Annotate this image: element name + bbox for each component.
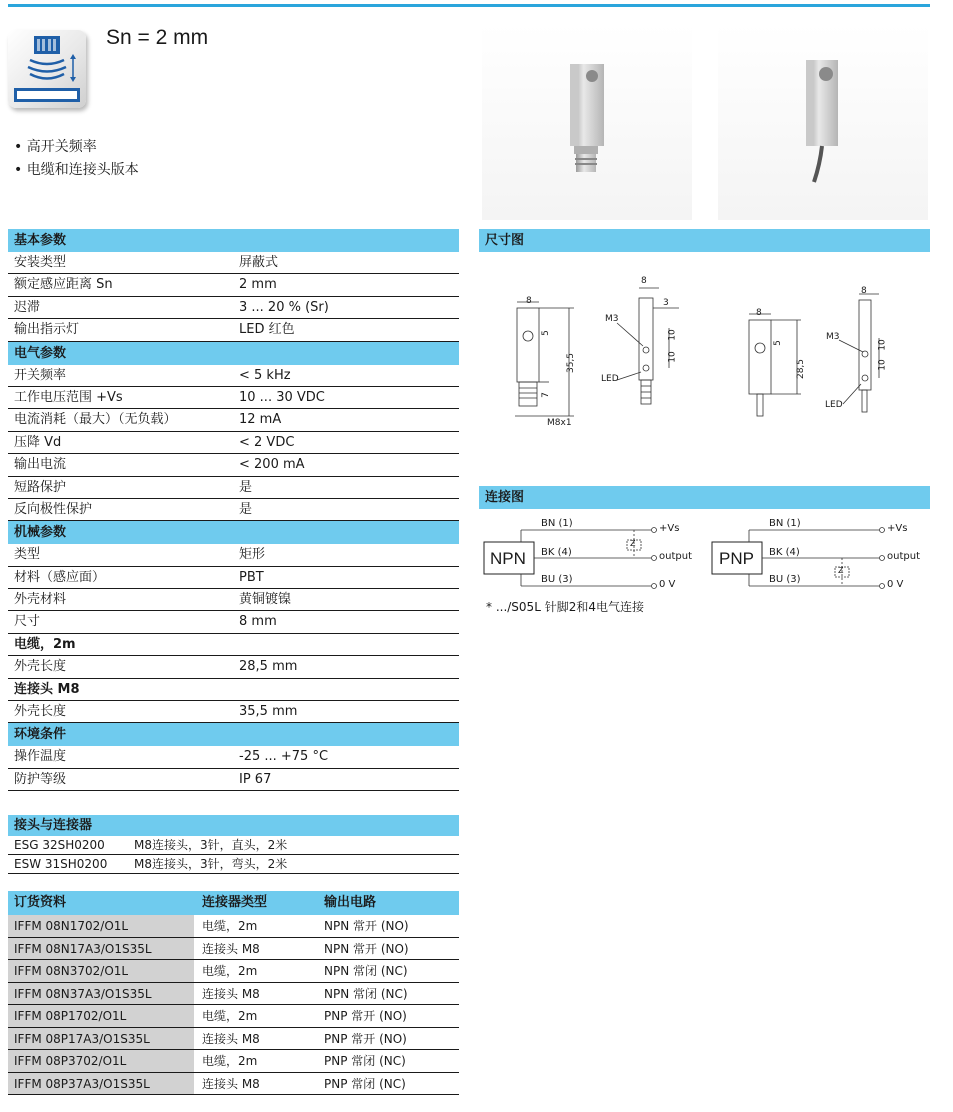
spec-value: 12 mA <box>239 412 282 428</box>
output-circuit: NPN 常开 (NO) <box>324 941 409 956</box>
dim-label-10a: 10 <box>667 329 678 341</box>
wire-bn-label: BN (1) <box>541 518 573 529</box>
order-code: IFFM 08N17A3/O1S35L <box>8 938 194 960</box>
spec-value: 是 <box>239 501 253 517</box>
spec-key: 电流消耗（最大）（无负载） <box>14 412 177 428</box>
spec-value: M8连接头，3针，直头，2米 <box>134 838 288 852</box>
connector-type: 电缆，2m <box>202 1054 258 1068</box>
dim-label-7: 7 <box>540 392 551 398</box>
wiring-diagram <box>479 514 939 594</box>
dim-label-35: 35,5 <box>566 352 577 374</box>
order-code: IFFM 08P1702/O1L <box>8 1005 194 1027</box>
order-code: IFFM 08N1702/O1L <box>8 915 194 937</box>
feature-item: • 高开关频率 <box>14 136 139 159</box>
spec-key: 开关频率 <box>14 367 67 383</box>
sensing-distance-title: Sn = 2 mm <box>106 26 209 49</box>
wire-bk-label: BK (4) <box>541 547 572 558</box>
table-row <box>8 1073 459 1096</box>
table-row <box>8 567 459 589</box>
dim-label-10b: 10 <box>877 359 888 371</box>
spec-key: 操作温度 <box>14 749 67 765</box>
spec-value: PBT <box>239 569 264 585</box>
spec-table <box>8 229 459 791</box>
table-row <box>8 274 459 296</box>
spec-value: 8 mm <box>239 614 277 630</box>
dim-label-28: 28,5 <box>796 358 807 380</box>
table-row <box>8 477 459 499</box>
load-z-label: Z <box>630 539 636 548</box>
terminal-zero: 0 V <box>659 579 676 590</box>
spec-key: 短路保护 <box>14 479 67 495</box>
dim-label-width: 8 <box>861 286 867 296</box>
spec-key: 材料（感应面） <box>14 569 106 585</box>
ordering-header <box>8 891 459 915</box>
dim-label-led: LED <box>825 400 843 410</box>
spec-key: 压降 Vd <box>14 434 62 450</box>
terminal-vs: +Vs <box>659 523 680 534</box>
table-row <box>8 297 459 319</box>
spec-value: < 5 kHz <box>239 367 291 383</box>
dim-label-3: 3 <box>663 298 669 308</box>
table-row <box>8 432 459 454</box>
npn-label: NPN <box>490 549 526 568</box>
terminal-output: output <box>887 551 920 562</box>
section-mechanical-title: 机械参数 <box>8 521 459 544</box>
dim-label-m3: M3 <box>605 314 619 324</box>
table-row <box>8 938 459 961</box>
output-circuit: PNP 常开 (NO) <box>324 1031 407 1046</box>
order-code: IFFM 08P37A3/O1S35L <box>8 1073 194 1095</box>
wire-bk-label: BK (4) <box>769 547 800 558</box>
terminal-vs: +Vs <box>887 523 908 534</box>
table-row <box>8 1005 459 1028</box>
dim-label-width: 8 <box>526 296 532 306</box>
section-electrical-title: 电气参数 <box>8 342 459 365</box>
table-row <box>8 387 459 409</box>
spec-key: 额定感应距离 Sn <box>14 277 113 293</box>
table-row <box>8 960 459 983</box>
output-circuit: NPN 常闭 (NC) <box>324 986 408 1001</box>
table-row <box>8 983 459 1006</box>
wire-bn-label: BN (1) <box>769 518 801 529</box>
table-row <box>8 746 459 768</box>
spec-value: < 2 VDC <box>239 434 295 450</box>
connector-type: 连接头 M8 <box>202 1076 260 1091</box>
spec-value: < 200 mA <box>239 457 305 473</box>
spec-value: 35,5 mm <box>239 704 298 720</box>
table-row <box>8 499 459 521</box>
spec-value: M8连接头，3针，弯头，2米 <box>134 857 288 871</box>
order-code: IFFM 08P17A3/O1S35L <box>8 1028 194 1050</box>
connector-type: 电缆，2m <box>202 964 258 978</box>
accessories-table <box>8 815 459 874</box>
table-row <box>8 454 459 476</box>
dim-label-width: 8 <box>756 308 762 318</box>
spec-value: 黄铜镀镍 <box>239 592 292 608</box>
spec-key: 类型 <box>14 547 41 563</box>
dimension-section-title: 尺寸图 <box>479 229 930 252</box>
accessories-title: 接头与连接器 <box>8 815 459 836</box>
table-row <box>8 855 459 874</box>
section-basic-title: 基本参数 <box>8 229 459 252</box>
connector-type: 连接头 M8 <box>202 986 260 1001</box>
product-photo-cable <box>718 24 928 220</box>
spec-key: 输出电流 <box>14 457 67 473</box>
load-z-label: Z <box>838 566 844 575</box>
table-row <box>8 611 459 633</box>
ordering-header-output: 输出电路 <box>324 895 377 910</box>
spec-value: 矩形 <box>239 547 266 563</box>
spec-value: 10 ... 30 VDC <box>239 389 325 405</box>
spec-key: 外壳材料 <box>14 592 67 608</box>
connector-subsection-title: 连接头 M8 <box>8 679 459 701</box>
spec-key: 防护等级 <box>14 771 67 787</box>
ordering-table <box>8 891 459 1095</box>
dim-label-m3: M3 <box>826 332 840 342</box>
table-row <box>8 365 459 387</box>
output-circuit: NPN 常闭 (NC) <box>324 964 408 978</box>
table-row <box>8 544 459 566</box>
spec-key: 尺寸 <box>14 614 41 630</box>
pnp-label: PNP <box>719 549 754 568</box>
spec-key: 输出指示灯 <box>14 322 80 338</box>
table-row <box>8 252 459 274</box>
table-row <box>8 409 459 431</box>
table-row <box>8 319 459 341</box>
dimension-drawing <box>479 268 939 438</box>
feature-item: • 电缆和连接头版本 <box>14 159 139 182</box>
spec-value: LED 红色 <box>239 322 295 338</box>
spec-value: 28,5 mm <box>239 659 298 675</box>
sensor-type-icon <box>8 30 86 108</box>
output-circuit: PNP 常闭 (NC) <box>324 1076 406 1091</box>
wiring-footnote: * .../S05L 针脚2和4电气连接 <box>486 600 644 614</box>
terminal-output: output <box>659 551 692 562</box>
ordering-header-code: 订货资料 <box>14 895 67 910</box>
table-row <box>8 589 459 611</box>
product-photo-connector <box>482 24 692 220</box>
dim-label-10b: 10 <box>667 351 678 363</box>
table-row <box>8 1050 459 1073</box>
dim-label-m8: M8x1 <box>547 418 572 428</box>
connector-type: 连接头 M8 <box>202 941 260 956</box>
ordering-header-connector: 连接器类型 <box>202 895 268 910</box>
dim-label-led: LED <box>601 374 619 384</box>
dim-label-10a: 10 <box>877 339 888 351</box>
spec-key: ESG 32SH0200 <box>14 838 105 852</box>
terminal-zero: 0 V <box>887 579 904 590</box>
spec-value: 3 ... 20 % (Sr) <box>239 299 329 315</box>
spec-value: 是 <box>239 479 253 495</box>
dim-label-5: 5 <box>772 340 783 346</box>
spec-key: 外壳长度 <box>14 659 67 675</box>
spec-key: 安装类型 <box>14 255 67 270</box>
connector-type: 电缆，2m <box>202 919 258 933</box>
spec-key: 外壳长度 <box>14 704 67 720</box>
spec-key: ESW 31SH0200 <box>14 857 108 871</box>
output-circuit: PNP 常开 (NO) <box>324 1009 407 1023</box>
table-row <box>8 836 459 855</box>
top-accent-bar <box>8 4 930 7</box>
table-row <box>8 1028 459 1051</box>
output-circuit: NPN 常开 (NO) <box>324 919 409 933</box>
spec-value: 屏蔽式 <box>239 255 279 270</box>
wiring-section-title: 连接图 <box>479 486 930 509</box>
dim-label-width: 8 <box>641 276 647 286</box>
spec-value: 2 mm <box>239 277 277 293</box>
order-code: IFFM 08N3702/O1L <box>8 960 194 982</box>
table-row <box>8 769 459 791</box>
order-code: IFFM 08P3702/O1L <box>8 1050 194 1072</box>
section-environment-title: 环境条件 <box>8 723 459 746</box>
table-row <box>8 915 459 938</box>
spec-key: 工作电压范围 +Vs <box>14 389 123 405</box>
wire-bu-label: BU (3) <box>769 574 801 585</box>
output-circuit: PNP 常闭 (NC) <box>324 1054 406 1068</box>
order-code: IFFM 08N37A3/O1S35L <box>8 983 194 1005</box>
cable-subsection-title: 电缆，2m <box>8 634 459 656</box>
feature-list <box>14 136 139 182</box>
spec-value: -25 ... +75 °C <box>239 749 329 765</box>
spec-value: IP 67 <box>239 771 272 787</box>
dim-label-5: 5 <box>540 330 551 336</box>
spec-key: 反向极性保护 <box>14 501 93 517</box>
spec-key: 迟滞 <box>14 299 41 315</box>
table-row <box>8 701 459 723</box>
connector-type: 连接头 M8 <box>202 1031 260 1046</box>
wire-bu-label: BU (3) <box>541 574 573 585</box>
connector-type: 电缆，2m <box>202 1009 258 1023</box>
table-row <box>8 656 459 678</box>
